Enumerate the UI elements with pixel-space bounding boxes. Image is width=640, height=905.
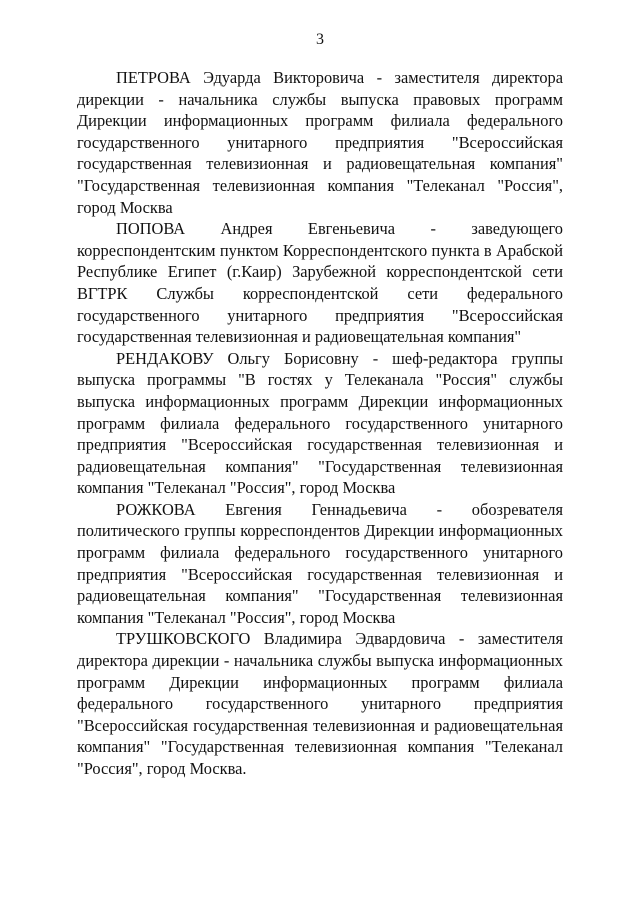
page-number: 3: [316, 31, 324, 48]
paragraph-rozhkov: РОЖКОВА Евгения Геннадьевича - обозревателя политического группы корреспондентов Дирекции информационных программ филиала федерального государственного унитарного предприятия "Всероссийская государственная телевизионная и радиовещательная компания" "Государственная телевизионная компания "Телеканал "Россия", город Москва: [77, 499, 563, 627]
paragraph-trushkovsky: ТРУШКОВСКОГО Владимира Эдвардовича - заместителя директора дирекции - начальника службы выпуска информационных программ Дирекции информационных программ филиала федерального государственного унитарного предприятия "Всероссийская государственная телевизионная и радиовещательная компания" "Государственная телевизионная компания "Телеканал "Россия", город Москва.: [77, 629, 563, 778]
paragraph-petrov: ПЕТРОВА Эдуарда Викторовича - заместителя директора дирекции - начальника службы выпуска правовых программ Дирекции информационных программ филиала федерального государственного унитарного предприятия "Всероссийская государственная телевизионная и радиовещательная компания" "Государственная телевизионная компания "Телеканал "Россия", город Москва: [77, 68, 563, 217]
paragraph-rendakova: РЕНДАКОВУ Ольгу Борисовну - шеф-редактора группы выпуска программы "В гостях у Телеканала "Россия" службы выпуска информационных программ Дирекции информационных программ филиала федерального государственного унитарного предприятия "Всероссийская государственная телевизионная и радиовещательная компания" "Государственная телевизионная компания "Телеканал "Россия", город Москва: [77, 348, 563, 498]
paragraph-popov: ПОПОВА Андрея Евгеньевича - заведующего корреспондентским пунктом Корреспондентского пункта в Арабской Республике Египет (г.Каир) Зарубежной корреспондентской сети ВГТРК Службы корреспондентской сети федерального государственного унитарного предприятия "Всероссийская государственная телевизионная и радиовещательная компания": [77, 219, 563, 347]
document-body: [77, 67, 563, 780]
